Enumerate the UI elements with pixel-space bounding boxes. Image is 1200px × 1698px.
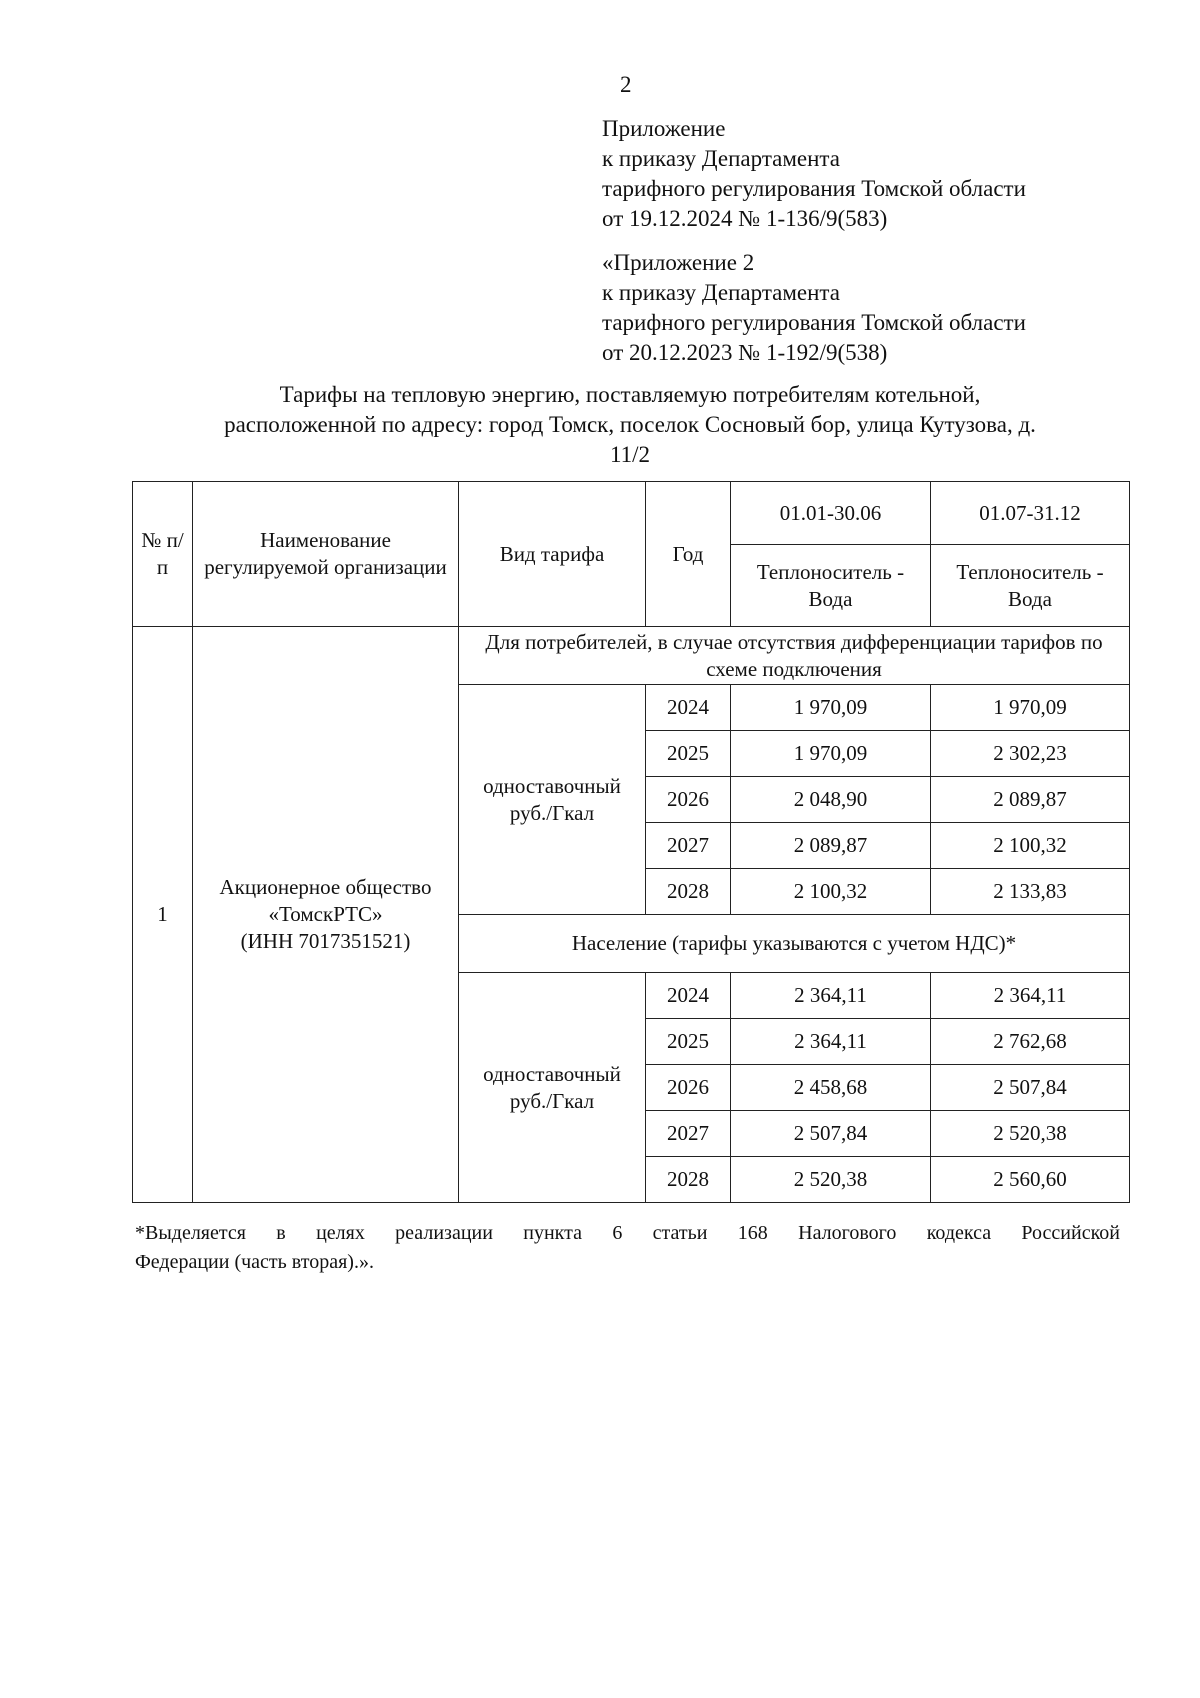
organization-cell xyxy=(193,627,459,1203)
tariff-type-line: одноставочный xyxy=(483,1061,621,1086)
value-cell: 1 970,09 xyxy=(731,685,931,731)
year-cell: 2024 xyxy=(646,973,731,1019)
value-cell: 2 364,11 xyxy=(731,1019,931,1065)
header-tariff-type: Вид тарифа xyxy=(459,482,646,627)
year-cell: 2024 xyxy=(646,685,731,731)
appendix-line: «Приложение 2 xyxy=(602,250,755,275)
appendix-line: от 19.12.2024 № 1-136/9(583) xyxy=(602,206,888,231)
appendix-line: к приказу Департамента xyxy=(602,280,840,305)
header-carrier-1: Теплоноситель - Вода xyxy=(731,545,931,627)
title-line: 11/2 xyxy=(609,442,651,467)
year-cell: 2025 xyxy=(646,1019,731,1065)
title-line: Тарифы на тепловую энергию, поставляемую потребителям котельной, xyxy=(279,382,981,407)
value-cell: 2 458,68 xyxy=(731,1065,931,1111)
appendix-line: тарифного регулирования Томской области xyxy=(602,176,1026,201)
value-cell: 1 970,09 xyxy=(931,685,1130,731)
footnote-line: *Выделяется в целях реализации пункта 6 статьи 168 Налогового кодекса Российской xyxy=(135,1222,1120,1244)
value-cell: 2 507,84 xyxy=(931,1065,1130,1111)
year-cell: 2028 xyxy=(646,1157,731,1203)
year-cell: 2025 xyxy=(646,731,731,777)
row-number: 1 xyxy=(133,627,193,1203)
header-period-1: 01.01-30.06 xyxy=(731,482,931,545)
appendix-line: тарифного регулирования Томской области xyxy=(602,310,1026,335)
value-cell: 2 520,38 xyxy=(731,1157,931,1203)
title-line: расположенной по адресу: город Томск, поселок Сосновый бор, улица Кутузова, д. xyxy=(224,412,1036,437)
appendix-line: Приложение xyxy=(602,116,726,141)
value-cell: 2 100,32 xyxy=(931,823,1130,869)
header-period-2: 01.07-31.12 xyxy=(931,482,1130,545)
year-cell: 2026 xyxy=(646,1065,731,1111)
section-heading: Для потребителей, в случае отсутствия дифференциации тарифов по схеме подключения xyxy=(459,627,1130,685)
year-cell: 2027 xyxy=(646,823,731,869)
value-cell: 2 520,38 xyxy=(931,1111,1130,1157)
value-cell: 1 970,09 xyxy=(731,731,931,777)
value-cell: 2 364,11 xyxy=(931,973,1130,1019)
tariff-table xyxy=(132,481,1130,1203)
header-row xyxy=(133,482,1130,545)
value-cell: 2 133,83 xyxy=(931,869,1130,915)
value-cell: 2 100,32 xyxy=(731,869,931,915)
organization-line: «ТомскРТС» xyxy=(268,902,383,926)
header-year: Год xyxy=(646,482,731,627)
tariff-type-cell xyxy=(459,973,646,1203)
page-number: 2 xyxy=(620,72,632,97)
section-heading-row xyxy=(133,627,1130,685)
year-cell: 2026 xyxy=(646,777,731,823)
appendix-line: к приказу Департамента xyxy=(602,146,840,171)
organization-line: Акционерное общество xyxy=(219,875,432,899)
value-cell: 2 048,90 xyxy=(731,777,931,823)
header-carrier-2: Теплоноситель - Вода xyxy=(931,545,1130,627)
appendix-header xyxy=(602,114,1026,234)
value-cell: 2 364,11 xyxy=(731,973,931,1019)
document-title xyxy=(150,380,1110,470)
value-cell: 2 762,68 xyxy=(931,1019,1130,1065)
amended-appendix-header xyxy=(602,248,1026,368)
header-num: № п/п xyxy=(133,482,193,627)
tariff-type-line: одноставочный xyxy=(483,773,621,798)
value-cell: 2 089,87 xyxy=(731,823,931,869)
year-cell: 2027 xyxy=(646,1111,731,1157)
value-cell: 2 560,60 xyxy=(931,1157,1130,1203)
header-organization: Наименование регулируемой организации xyxy=(193,482,459,627)
value-cell: 2 507,84 xyxy=(731,1111,931,1157)
section-heading: Население (тарифы указываются с учетом НДС)* xyxy=(459,915,1130,973)
year-cell: 2028 xyxy=(646,869,731,915)
organization-line: (ИНН 7017351521) xyxy=(240,929,411,953)
value-cell: 2 302,23 xyxy=(931,731,1130,777)
footnote xyxy=(135,1219,1120,1277)
value-cell: 2 089,87 xyxy=(931,777,1130,823)
tariff-type-line: руб./Гкал xyxy=(509,800,595,825)
footnote-line: Федерации (часть вторая).». xyxy=(135,1251,374,1273)
tariff-type-cell xyxy=(459,685,646,915)
tariff-type-line: руб./Гкал xyxy=(509,1088,595,1113)
appendix-line: от 20.12.2023 № 1-192/9(538) xyxy=(602,340,888,365)
